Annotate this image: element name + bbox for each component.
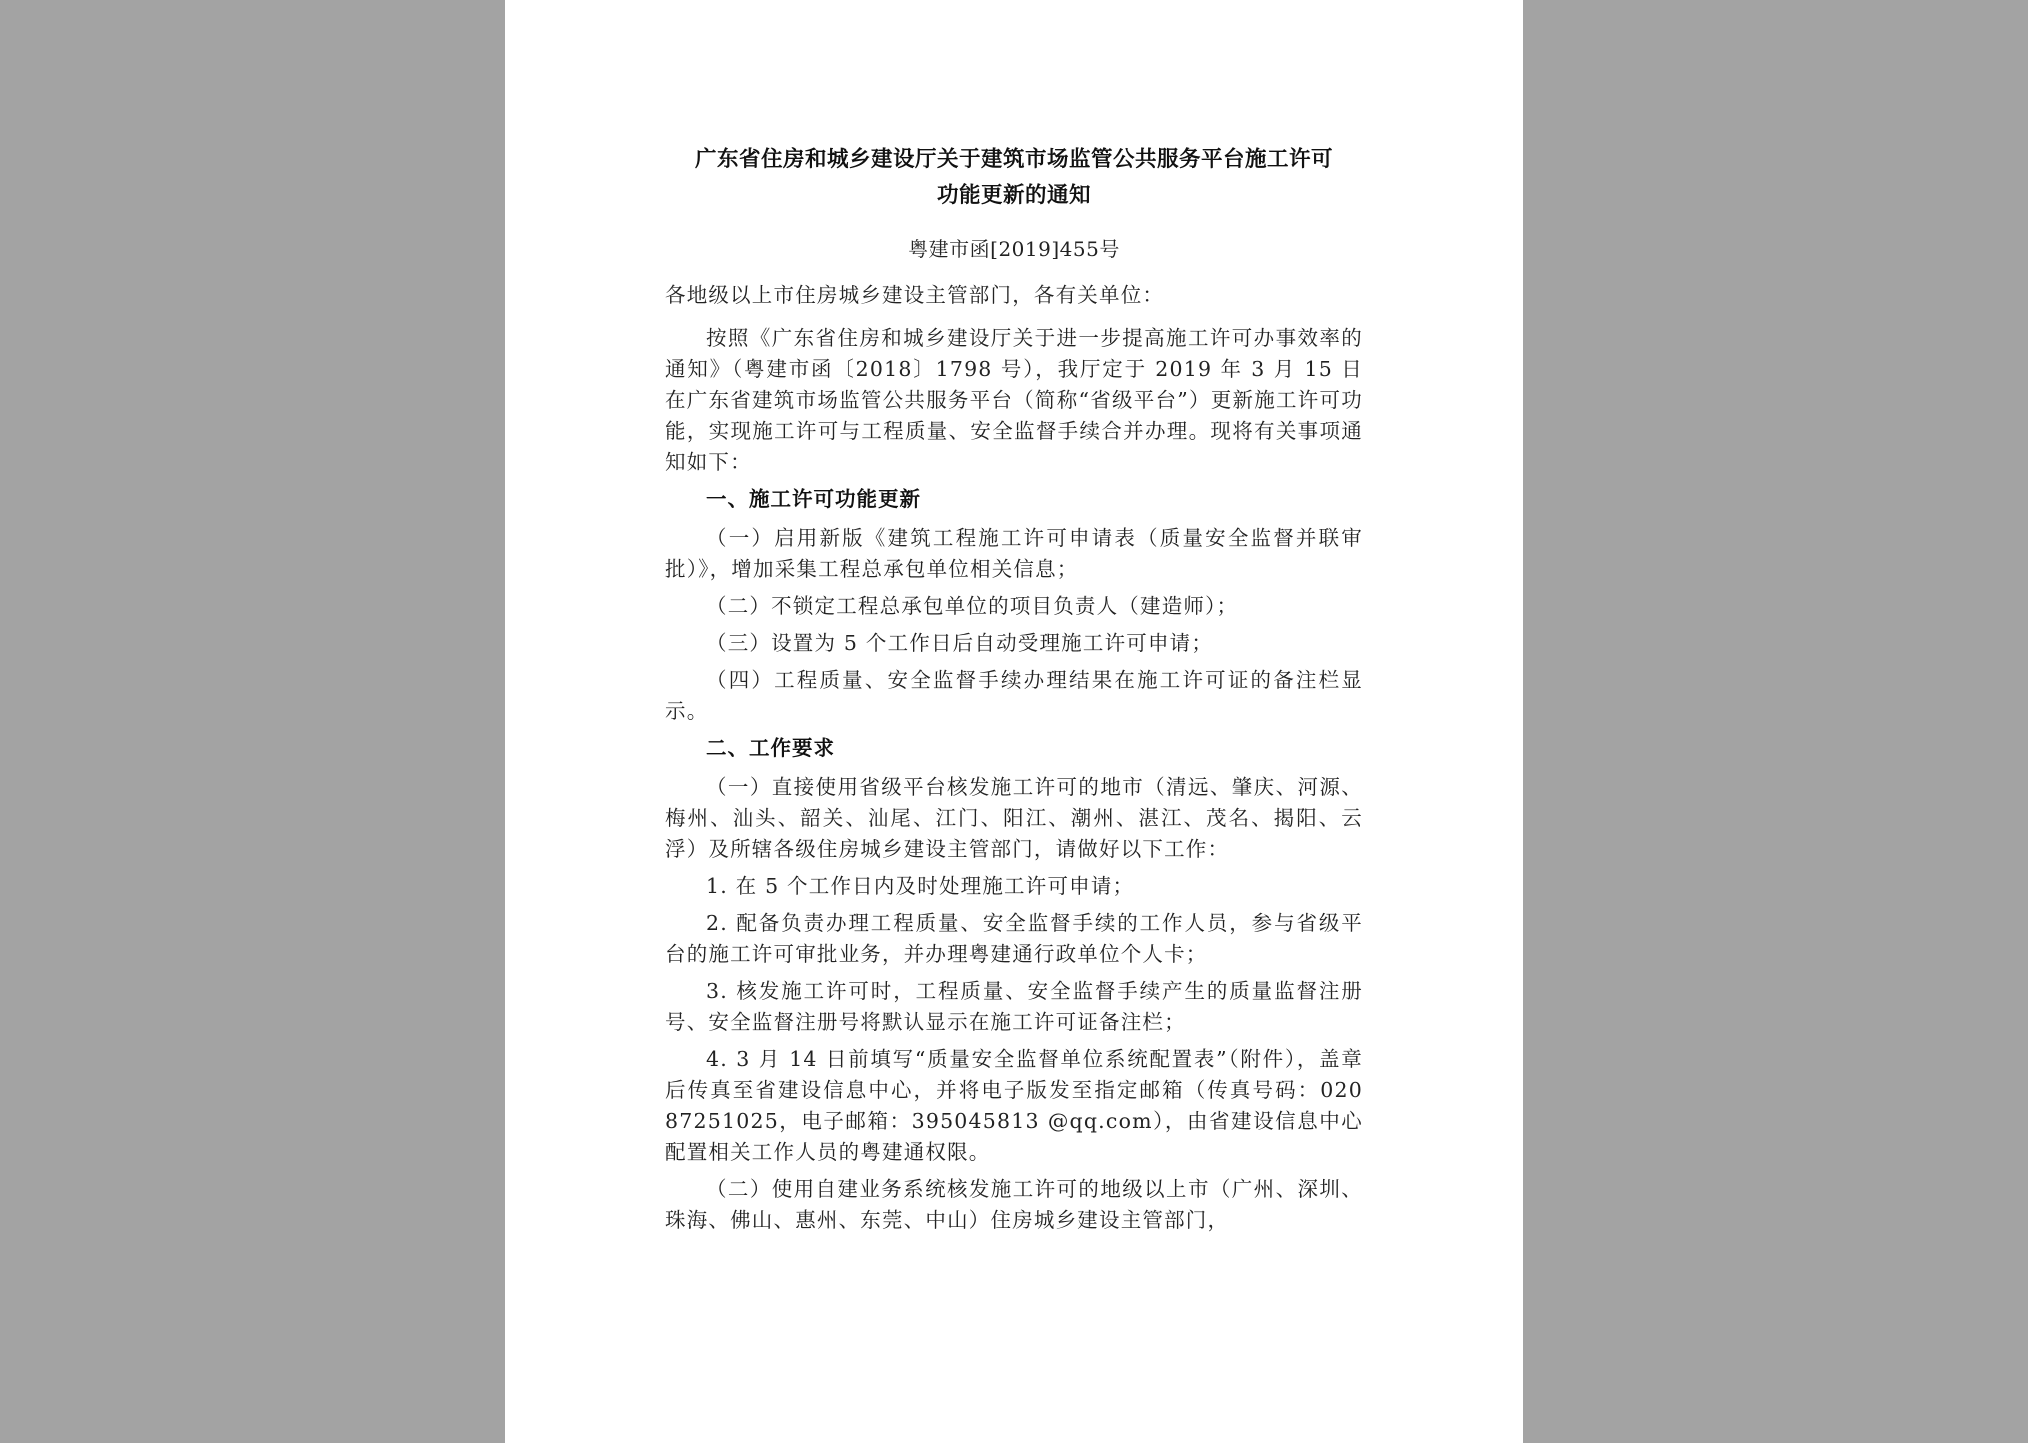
section2-subitem: 1. 在 5 个工作日内及时处理施工许可申请； — [706, 874, 1135, 898]
section1-heading: 一、施工许可功能更新 — [706, 487, 921, 511]
section2-item2: （二）使用自建业务系统核发施工许可的地级以上市（广州、深圳、珠海、佛山、惠州、东莞、中山）住房城乡建设主管部门， — [665, 1177, 1363, 1232]
document-page — [505, 0, 1523, 1443]
document-title-line1: 广东省住房和城乡建设厅关于建筑市场监管公共服务平台施工许可 — [694, 147, 1333, 172]
section2-subitem: 4. 3 月 14 日前填写“质量安全监督单位系统配置表”（附件），盖章后传真至省建设信息中心，并将电子版发至指定邮箱（传真号码：020 87251025，电子邮箱：395045813 @qq.com），由省建设信息中心配置相关工作人员的粤建通权限。 — [665, 1047, 1363, 1164]
section1-item: （四）工程质量、安全监督手续办理结果在施工许可证的备注栏显示。 — [665, 668, 1363, 723]
section2-subitem: 3. 核发施工许可时，工程质量、安全监督手续产生的质量监督注册号、安全监督注册号将默认显示在施工许可证备注栏； — [665, 979, 1363, 1034]
intro-paragraph: 按照《广东省住房和城乡建设厅关于进一步提高施工许可办事效率的通知》（粤建市函〔2018〕1798 号），我厅定于 2019 年 3 月 15 日在广东省建筑市场监管公共服务平台（简称“省级平台”）更新施工许可功能，实现施工许可与工程质量、安全监督手续合并办理。现将有关事项通知如下： — [665, 326, 1363, 474]
section2-heading: 二、工作要求 — [706, 736, 835, 760]
section2-item1: （一）直接使用省级平台核发施工许可的地市（清远、肇庆、河源、梅州、汕头、韶关、汕尾、江门、阳江、潮州、湛江、茂名、揭阳、云浮）及所辖各级住房城乡建设主管部门，请做好以下工作： — [665, 775, 1363, 861]
document-title-line2: 功能更新的通知 — [936, 183, 1091, 208]
document-number: 粤建市函[2019]455号 — [908, 237, 1120, 261]
section1-item: （一）启用新版《建筑工程施工许可申请表（质量安全监督并联审批）》，增加采集工程总承包单位相关信息； — [665, 526, 1363, 581]
section1-item: （三）设置为 5 个工作日后自动受理施工许可申请； — [706, 631, 1214, 655]
section1-item: （二）不锁定工程总承包单位的项目负责人（建造师）； — [706, 594, 1239, 618]
section2-subitem: 2. 配备负责办理工程质量、安全监督手续的工作人员，参与省级平台的施工许可审批业务，并办理粤建通行政单位个人卡； — [665, 911, 1363, 966]
salutation: 各地级以上市住房城乡建设主管部门，各有关单位： — [665, 283, 1165, 307]
